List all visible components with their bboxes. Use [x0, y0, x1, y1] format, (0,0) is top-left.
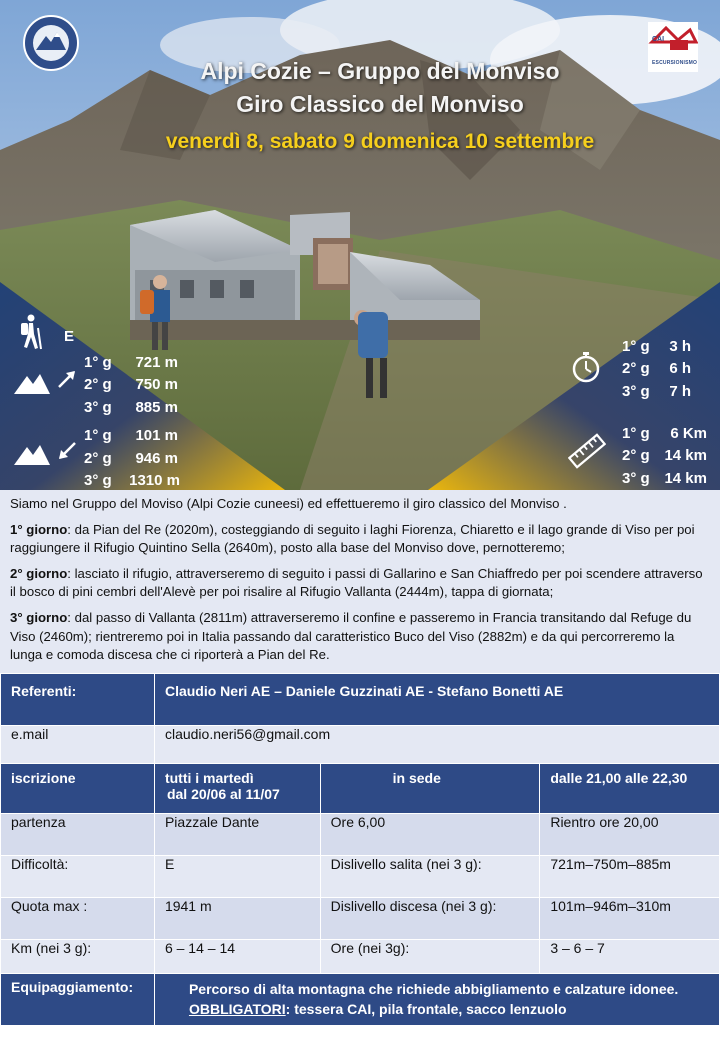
descent-day-3-label: 3° g — [84, 472, 112, 489]
dislivello-discesa-value: 101m–946m–310m — [540, 898, 720, 940]
descent-mountain-icon — [14, 441, 50, 465]
ascent-day-3-value: 885 m — [135, 399, 178, 416]
quota-label: Quota max : — [1, 898, 155, 940]
page-title: Alpi Cozie – Gruppo del Monviso — [200, 58, 560, 84]
partenza-place: Piazzale Dante — [154, 814, 320, 856]
email-row — [1, 726, 720, 764]
distance-day-3-value: 14 km — [664, 470, 707, 487]
iscrizione-when-line1: tutti i martedì — [164, 770, 254, 786]
distance-day-1-label: 1° g — [622, 425, 650, 442]
page-subtitle: Giro Classico del Monviso — [236, 91, 524, 117]
time-day-2-label: 2° g — [622, 360, 650, 377]
quota-row — [1, 898, 720, 940]
difficulty-grade: E — [64, 328, 75, 345]
quota-value: 1941 m — [154, 898, 320, 940]
equipaggiamento-text: Percorso di alta montagna che richiede abbigliamento e calzature idonee. — [188, 981, 679, 997]
iscrizione-when — [154, 764, 320, 814]
email-label: e.mail — [1, 726, 155, 764]
equipaggiamento-value — [154, 974, 719, 1026]
referenti-row — [1, 674, 720, 726]
difficolta-value: E — [154, 856, 320, 898]
descent-day-2-value: 946 m — [135, 450, 178, 467]
dislivello-salita-value: 721m–750m–885m — [540, 856, 720, 898]
info-table — [0, 673, 720, 1026]
dislivello-discesa-label: Dislivello discesa (nei 3 g): — [320, 898, 540, 940]
ascent-day-3-label: 3° g — [84, 399, 112, 416]
partenza-label: partenza — [1, 814, 155, 856]
descent-day-1-label: 1° g — [84, 427, 112, 444]
ascent-day-1-value: 721 m — [135, 354, 178, 371]
descent-day-1-value: 101 m — [135, 427, 178, 444]
day-3-paragraph — [10, 609, 710, 665]
distance-day-2-label: 2° g — [622, 447, 650, 464]
iscrizione-row — [1, 764, 720, 814]
intro-paragraph: Siamo nel Gruppo del Moviso (Alpi Cozie cuneesi) ed effettueremo il giro classico del Monviso . — [10, 496, 567, 511]
obbligatori-text: : tessera CAI, pila frontale, sacco lenzuolo — [285, 1001, 567, 1017]
partenza-time: Ore 6,00 — [320, 814, 540, 856]
logo-escursionismo-text: ESCURSIONISMO — [652, 60, 698, 66]
ascent-mountain-icon — [14, 370, 50, 394]
equipaggiamento-row — [1, 974, 720, 1026]
descent-day-3-value: 1310 m — [129, 472, 180, 489]
time-day-1-label: 1° g — [622, 338, 650, 355]
day-3-label: 3° giorno — [10, 609, 68, 625]
event-dates: venerdì 8, sabato 9 domenica 10 settembre — [165, 130, 595, 153]
day-1-label: 1° giorno — [10, 521, 68, 537]
day-2-text: : lasciato il rifugio, attraverseremo di seguito i passi di Gallarino e San Chiaffredo per poi scendere attraverso il bosco di pini cembri dell'Alevè per poi risalire al Rifugio Vallanta (2444m), tappa di giornata; — [10, 565, 703, 600]
rientro-time: Rientro ore 20,00 — [540, 814, 720, 856]
iscrizione-where: in sede — [320, 764, 540, 814]
partenza-row — [1, 814, 720, 856]
obbligatori-label: OBBLIGATORI — [188, 1001, 286, 1017]
descent-day-2-label: 2° g — [84, 450, 112, 467]
distance-day-2-value: 14 km — [664, 447, 707, 464]
distance-day-1-value: 6 Km — [670, 425, 707, 442]
logo-cai-text: CAI — [652, 36, 665, 43]
arrow-up-right-icon — [56, 368, 78, 390]
stopwatch-icon — [571, 351, 601, 383]
iscrizione-when-line2: dal 20/06 al 11/07 — [166, 786, 280, 802]
km-row — [1, 940, 720, 974]
iscrizione-label: iscrizione — [1, 764, 155, 814]
ascent-day-1-label: 1° g — [84, 354, 112, 371]
time-day-3-label: 3° g — [622, 383, 650, 400]
ascent-day-2-label: 2° g — [84, 376, 112, 393]
hero-banner — [0, 0, 720, 490]
day-2-label: 2° giorno — [10, 565, 68, 581]
dislivello-salita-label: Dislivello salita (nei 3 g): — [320, 856, 540, 898]
difficolta-row — [1, 856, 720, 898]
referenti-value: Claudio Neri AE – Daniele Guzzinati AE - Stefano Bonetti AE — [154, 674, 719, 726]
referenti-label: Referenti: — [1, 674, 155, 726]
time-day-2-value: 6 h — [669, 360, 691, 377]
ascent-day-2-value: 750 m — [135, 376, 178, 393]
itinerary-description — [0, 490, 720, 673]
iscrizione-hours: dalle 21,00 alle 22,30 — [540, 764, 720, 814]
day-1-paragraph — [10, 521, 710, 558]
ruler-icon — [568, 432, 606, 470]
ore-value: 3 – 6 – 7 — [540, 940, 720, 974]
time-day-3-value: 7 h — [669, 383, 691, 400]
difficolta-label: Difficoltà: — [1, 856, 155, 898]
distance-day-3-label: 3° g — [622, 470, 650, 487]
ore-label: Ore (nei 3g): — [320, 940, 540, 974]
day-2-paragraph — [10, 565, 710, 602]
arrow-down-left-icon — [56, 440, 78, 462]
equipaggiamento-label: Equipaggiamento: — [1, 974, 155, 1026]
time-day-1-value: 3 h — [669, 338, 691, 355]
day-3-text: : dal passo di Vallanta (2811m) attraverseremo il confine e passeremo in Francia transitando dal Refuge du Viso (2460m); rientreremo poi in Italia passando dal caratteristico Buco del Viso (2882m) e da qui percorreremo la lunga e comoda discesa che ci riporterà a Pian del Re. — [10, 609, 692, 663]
hiker-icon — [17, 314, 43, 350]
email-link[interactable]: claudio.neri56@gmail.com — [154, 726, 719, 764]
km-label: Km (nei 3 g): — [1, 940, 155, 974]
km-value: 6 – 14 – 14 — [154, 940, 320, 974]
day-1-text: : da Pian del Re (2020m), costeggiando di seguito i laghi Fiorenza, Chiaretto e il lago grande di Viso per poi raggiungere il Rifugio Quintino Sella (2640m), posto alla base del Monviso dove, pernotteremo; — [10, 521, 695, 556]
